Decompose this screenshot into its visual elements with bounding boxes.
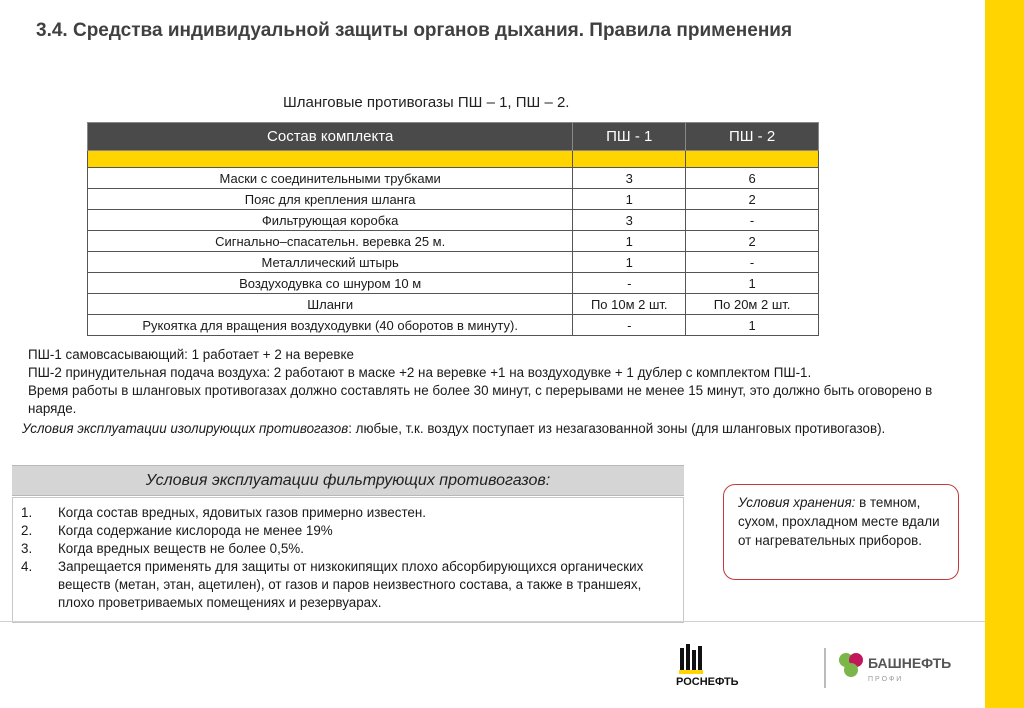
bashneft-wordmark: БАШНЕФТЬ xyxy=(868,655,952,671)
rosneft-emblem-icon xyxy=(679,644,703,674)
psh2-cell: По 20м 2 шт. xyxy=(686,294,819,315)
kit-table xyxy=(87,122,819,336)
header-composition: Состав комплекта xyxy=(88,123,573,151)
item-cell: Металлический штырь xyxy=(88,252,573,273)
psh1-cell: 1 xyxy=(573,189,686,210)
storage-conditions-box xyxy=(723,484,959,580)
table-subtitle: Шланговые противогазы ПШ – 1, ПШ – 2. xyxy=(283,94,570,111)
filter-conditions-header: Условия эксплуатации фильтрующих противогазов: xyxy=(12,465,684,496)
item-text: Когда состав вредных, ядовитых газов примерно известен. xyxy=(58,505,426,520)
footer-divider xyxy=(0,621,985,622)
item-cell: Сигнально–спасательн. веревка 25 м. xyxy=(88,231,573,252)
psh1-cell: - xyxy=(573,273,686,294)
table-row xyxy=(88,315,819,336)
page-title: 3.4. Средства индивидуальной защиты органов дыхания. Правила применения xyxy=(36,20,793,41)
psh1-cell: 1 xyxy=(573,252,686,273)
yellow-separator-row xyxy=(88,151,819,168)
psh1-cell: 3 xyxy=(573,168,686,189)
psh2-cell: 1 xyxy=(686,273,819,294)
header-psh2: ПШ - 2 xyxy=(686,123,819,151)
note-line: Время работы в шланговых противогазах должно составлять не более 30 минут, с перерывами не менее 15 минут, это должно быть оговорено в наряде. xyxy=(28,383,933,416)
storage-text: темном, сухом, прохладном месте вдали от нагревательных приборов. xyxy=(738,495,940,548)
psh2-cell: - xyxy=(686,252,819,273)
bashneft-flower-icon xyxy=(839,653,863,677)
item-number: 4. xyxy=(21,559,33,574)
item-cell: Воздуходувка со шнуром 10 м xyxy=(88,273,573,294)
item-cell: Маски с соединительными трубками xyxy=(88,168,573,189)
item-cell: Пояс для крепления шланга xyxy=(88,189,573,210)
table-row xyxy=(88,231,819,252)
psh1-cell: 3 xyxy=(573,210,686,231)
bashneft-logo xyxy=(834,648,974,688)
item-cell: Фильтрующая коробка xyxy=(88,210,573,231)
list-item xyxy=(13,558,668,612)
psh1-cell: 1 xyxy=(573,231,686,252)
storage-label: Условия хранения: xyxy=(738,495,856,510)
psh2-cell: 2 xyxy=(686,231,819,252)
item-cell: Рукоятка для вращения воздуходувки (40 оборотов в минуту). xyxy=(88,315,573,336)
filter-conditions-list xyxy=(13,504,683,612)
table-row xyxy=(88,273,819,294)
usage-conditions xyxy=(22,420,942,438)
item-number: 3. xyxy=(21,541,33,556)
table-row xyxy=(88,210,819,231)
notes-block xyxy=(28,346,948,418)
item-text: Когда содержание кислорода не менее 19% xyxy=(58,523,333,538)
table-row xyxy=(88,252,819,273)
list-item xyxy=(13,522,668,540)
usage-label: Условия эксплуатации изолирующих противогазов xyxy=(22,421,349,436)
psh2-cell: 2 xyxy=(686,189,819,210)
rosneft-wordmark: РОСНЕФТЬ xyxy=(676,676,739,688)
psh2-cell: - xyxy=(686,210,819,231)
table-header-row xyxy=(88,123,819,151)
psh1-cell: - xyxy=(573,315,686,336)
item-number: 2. xyxy=(21,523,33,538)
bashneft-subtitle: П Р О Ф И xyxy=(868,676,902,683)
yellow-side-bar xyxy=(985,0,1024,708)
side-bar-gap xyxy=(978,0,985,708)
note-line: ПШ-2 принудительная подача воздуха: 2 работают в маске +2 на веревке +1 на воздуходувке + 1 дублер с комплектом ПШ-1. xyxy=(28,365,812,380)
table-row xyxy=(88,168,819,189)
psh2-cell: 1 xyxy=(686,315,819,336)
psh2-cell: 6 xyxy=(686,168,819,189)
table-row xyxy=(88,294,819,315)
list-item xyxy=(13,540,668,558)
item-cell: Шланги xyxy=(88,294,573,315)
usage-text: : любые, т.к. воздух поступает из незагазованной зоны (для шланговых противогазов). xyxy=(348,421,886,436)
item-text: Запрещается применять для защиты от низкокипящих плохо абсорбирующихся органических веществ (метан, этан, ацетилен), от газов и паров неизвестного состава, а также в траншеях, плохо проветриваемых помещениях и резервуарах. xyxy=(58,559,644,610)
psh1-cell: По 10м 2 шт. xyxy=(573,294,686,315)
header-psh1: ПШ - 1 xyxy=(573,123,686,151)
rosneft-logo xyxy=(676,640,798,688)
filter-conditions-box xyxy=(12,497,684,623)
logo-divider xyxy=(824,648,826,688)
note-line: ПШ-1 самовсасывающий: 1 работает + 2 на веревке xyxy=(28,347,354,362)
item-number: 1. xyxy=(21,505,33,520)
item-text: Когда вредных веществ не более 0,5%. xyxy=(58,541,304,556)
storage-text-first: в xyxy=(855,495,867,510)
list-item xyxy=(13,504,668,522)
table-row xyxy=(88,189,819,210)
